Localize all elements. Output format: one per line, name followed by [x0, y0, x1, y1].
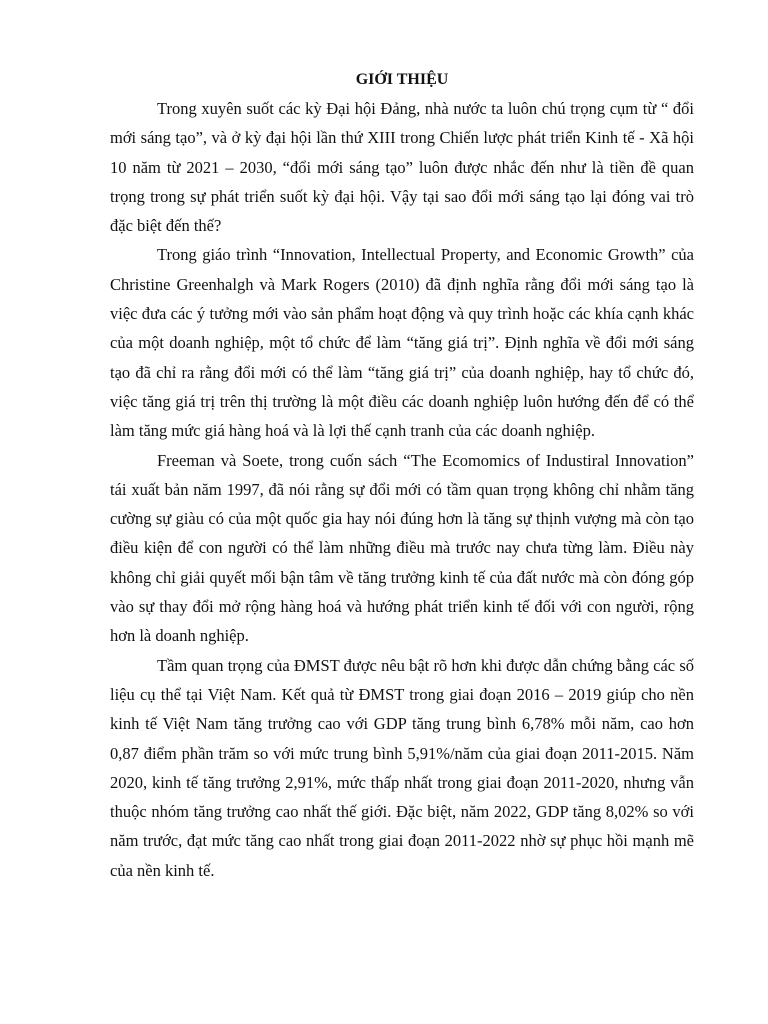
paragraph-1: Trong xuyên suốt các kỳ Đại hội Đảng, nhà nước ta luôn chú trọng cụm từ “ đổi mới sáng tạo”, và ở kỳ đại hội lần thứ XIII trong Chiến lược phát triển Kinh tế - Xã hội 10 năm từ 2021 – 2030, “đổi mới sáng tạo” luôn được nhắc đến như là tiền đề quan trọng trong sự phát triển suốt kỳ đại hội. Vậy tại sao đổi mới sáng tạo lại đóng vai trò đặc biệt đến thế? — [110, 99, 694, 236]
paragraph-2: Trong giáo trình “Innovation, Intellectual Property, and Economic Growth” của Christine Greenhalgh và Mark Rogers (2010) đã định nghĩa rằng đổi mới sáng tạo là việc đưa các ý tưởng mới vào sản phẩm hoạt động và quy trình hoặc các khía cạnh khác của một doanh nghiệp, một tổ chức để làm “tăng giá trị”. Định nghĩa về đổi mới sáng tạo đã chỉ ra rằng đổi mới có thể làm “tăng giá trị” của doanh nghiệp, hay tổ chức đó, việc tăng giá trị trên thị trường là một điều các doanh nghiệp luôn hướng đến để có thể làm tăng mức giá hàng hoá và là lợi thế cạnh tranh của các doanh nghiệp. — [110, 245, 694, 441]
document-body — [110, 66, 694, 885]
paragraph-3: Freeman và Soete, trong cuốn sách “The Ecomomics of Industiral Innovation” tái xuất bản năm 1997, đã nói rằng sự đổi mới có tầm quan trọng không chỉ nhằm tăng cường sự giàu có của một quốc gia hay nói đúng hơn là tăng sự thịnh vượng mà còn tạo điều kiện để con người có thể làm những điều mà trước nay chưa từng làm. Điều này không chỉ giải quyết mối bận tâm về tăng trưởng kinh tế của đất nước mà còn đóng góp vào sự thay đổi mở rộng hàng hoá và hướng phát triển kinh tế đối với con người, rộng hơn là doanh nghiệp. — [110, 450, 694, 646]
page-title: GIỚI THIỆU — [355, 71, 449, 88]
paragraph-4: Tầm quan trọng của ĐMST được nêu bật rõ hơn khi được dẫn chứng bằng các số liệu cụ thể tại Việt Nam. Kết quả từ ĐMST trong giai đoạn 2016 – 2019 giúp cho nền kinh tế Việt Nam tăng trưởng cao với GDP tăng trung bình 6,78% mỗi năm, cao hơn 0,87 điểm phần trăm so với mức trung bình 5,91%/năm của giai đoạn 2011-2015. Năm 2020, kinh tế tăng trưởng 2,91%, mức thấp nhất trong giai đoạn 2011-2020, nhưng vẫn thuộc nhóm tăng trưởng cao nhất thế giới. Đặc biệt, năm 2022, GDP tăng 8,02% so với năm trước, đạt mức tăng cao nhất trong giai đoạn 2011-2022 nhờ sự phục hồi mạnh mẽ của nền kinh tế. — [110, 655, 694, 880]
